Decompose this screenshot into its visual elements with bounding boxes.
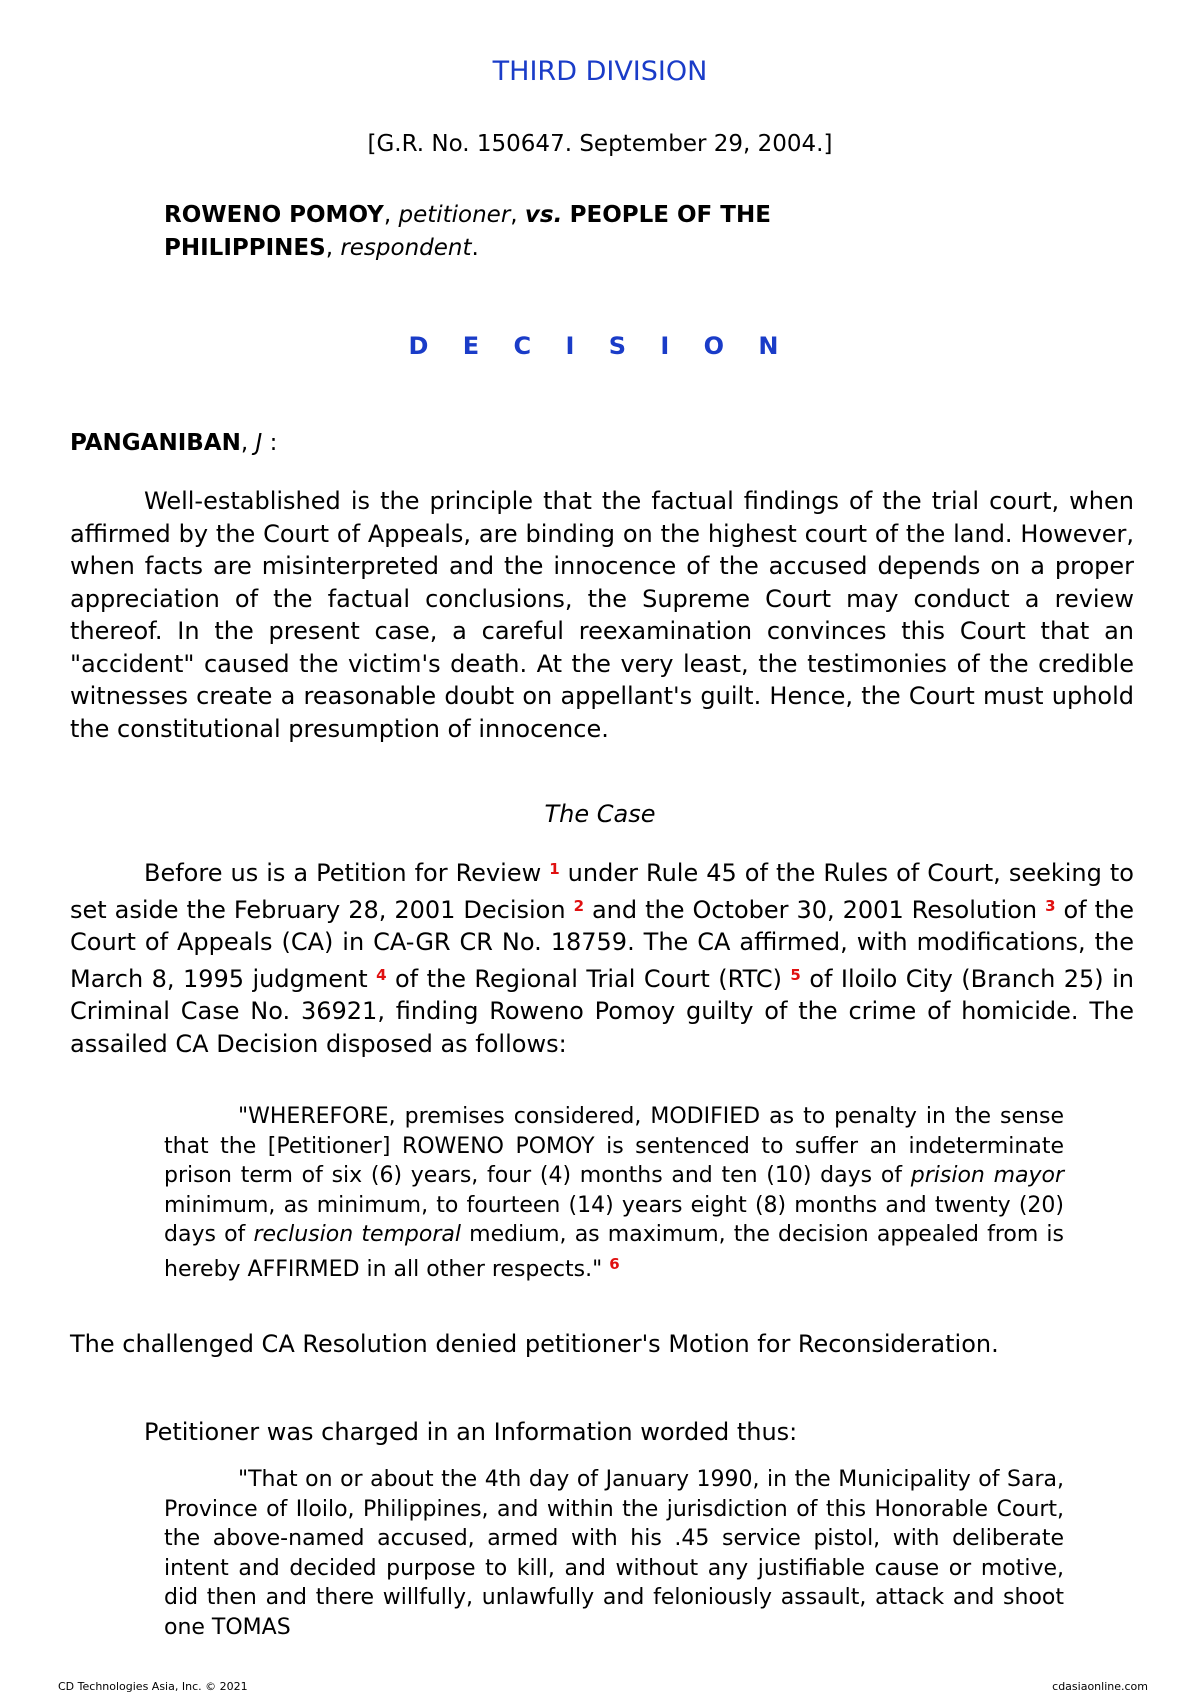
resolution-paragraph-block bbox=[70, 1328, 1134, 1361]
case-text-6: of Iloilo City (Branch 25) in Criminal Case No. 36921, finding Roweno Pomoy guilty of the crime of homicide. The assailed CA Decision disposed as follows: bbox=[70, 964, 1135, 1058]
section-heading-the-case: The Case bbox=[544, 800, 656, 828]
respondent-name-line2: PHILIPPINES bbox=[164, 235, 326, 261]
footnote-link-5[interactable]: 5 bbox=[790, 965, 801, 984]
case-text-4: of the Court of Appeals (CA) in CA-GR CR No. 18759. The CA affirmed, with modifications, the March 8, 1995 judgment bbox=[70, 895, 1134, 993]
case-paragraph bbox=[70, 853, 1134, 1060]
dispositive-quote-block bbox=[164, 1102, 1064, 1284]
ponente-title: J bbox=[255, 430, 263, 456]
dispositive-quote bbox=[164, 1102, 1064, 1284]
footer-copyright: CD Technologies Asia, Inc. © 2021 bbox=[58, 1680, 248, 1693]
quote-italic-prision-mayor: prision mayor bbox=[910, 1163, 1065, 1188]
quote-text-2: minimum, as minimum, to fourteen (14) years eight (8) months and twenty (20) days of bbox=[164, 1192, 1064, 1247]
quote-text-1: "WHEREFORE, premises considered, MODIFIED as to penalty in the sense that the [Petitioner] ROWENO POMOY is sentenced to suffer an indeterminate prison term of six (6) years, four (4) months and ten (10) days of bbox=[164, 1104, 1064, 1188]
case-number: [G.R. No. 150647. September 29, 2004.] bbox=[367, 131, 833, 157]
information-quote-block bbox=[164, 1465, 1064, 1642]
respondent-role: respondent bbox=[340, 235, 472, 261]
ponente-name: PANGANIBAN bbox=[70, 430, 241, 456]
quote-text-3: medium, as maximum, the decision appealed from is hereby AFFIRMED in all other respects." bbox=[164, 1222, 1065, 1282]
footnote-link-3[interactable]: 3 bbox=[1045, 896, 1056, 915]
footnote-link-4[interactable]: 4 bbox=[376, 965, 387, 984]
resolution-paragraph: The challenged CA Resolution denied petitioner's Motion for Reconsideration. bbox=[70, 1330, 999, 1358]
case-paragraph-block bbox=[70, 853, 1134, 1060]
quote-italic-reclusion-temporal: reclusion temporal bbox=[253, 1222, 461, 1247]
respondent-name-line1: PEOPLE OF THE bbox=[569, 202, 771, 228]
footer-site: cdasiaonline.com bbox=[1052, 1680, 1148, 1693]
opening-paragraph: Well-established is the principle that the factual findings of the trial court, when affirmed by the Court of Appeals, are binding on the highest court of the land. However, when facts are misinterpreted and the innocence of the accused depends on a proper appreciation of the factual conclusions, the Supreme Court may conduct a review thereof. In the present case, a careful reexamination convinces this Court that an "accident" caused the victim's death. At the very least, the testimonies of the credible witnesses create a reasonable doubt on appellant's guilt. Hence, the Court must uphold the constitutional presumption of innocence. bbox=[70, 487, 1134, 743]
information-intro: Petitioner was charged in an Information worded thus: bbox=[144, 1418, 798, 1446]
footnote-link-1[interactable]: 1 bbox=[549, 860, 560, 878]
case-parties: ROWENO POMOY, petitioner, vs. PEOPLE OF THE PHILIPPINES, respondent. bbox=[164, 202, 771, 261]
case-text-1: Before us is a Petition for Review bbox=[144, 859, 542, 887]
footnote-link-2[interactable]: 2 bbox=[573, 896, 584, 915]
decision-title: D E C I S I O N bbox=[408, 332, 792, 360]
footnote-link-6[interactable]: 6 bbox=[609, 1254, 620, 1273]
opening-paragraph-block bbox=[70, 485, 1134, 745]
ponente: PANGANIBAN, J : bbox=[70, 430, 278, 456]
petitioner-name: ROWENO POMOY bbox=[164, 202, 384, 228]
versus: vs. bbox=[524, 202, 563, 228]
information-quote: "That on or about the 4th day of January 1990, in the Municipality of Sara, Province of Iloilo, Philippines, and within the jurisdiction of this Honorable Court, the above-named accused, armed with his .45 service pistol, with deliberate intent and decided purpose to kill, and without any justifiable cause or motive, did then and there willfully, unlawfully and feloniously assault, attack and shoot one TOMAS bbox=[164, 1467, 1064, 1640]
information-intro-block bbox=[70, 1416, 1134, 1449]
case-text-2: under Rule 45 of the Rules of Court, seeking to set aside the February 28, 2001 Decision bbox=[70, 859, 1134, 924]
case-text-3: and the October 30, 2001 Resolution bbox=[584, 895, 1038, 924]
division-heading: THIRD DIVISION bbox=[492, 56, 708, 87]
case-text-5: of the Regional Trial Court (RTC) bbox=[386, 964, 782, 993]
petitioner-role: petitioner bbox=[398, 202, 511, 228]
